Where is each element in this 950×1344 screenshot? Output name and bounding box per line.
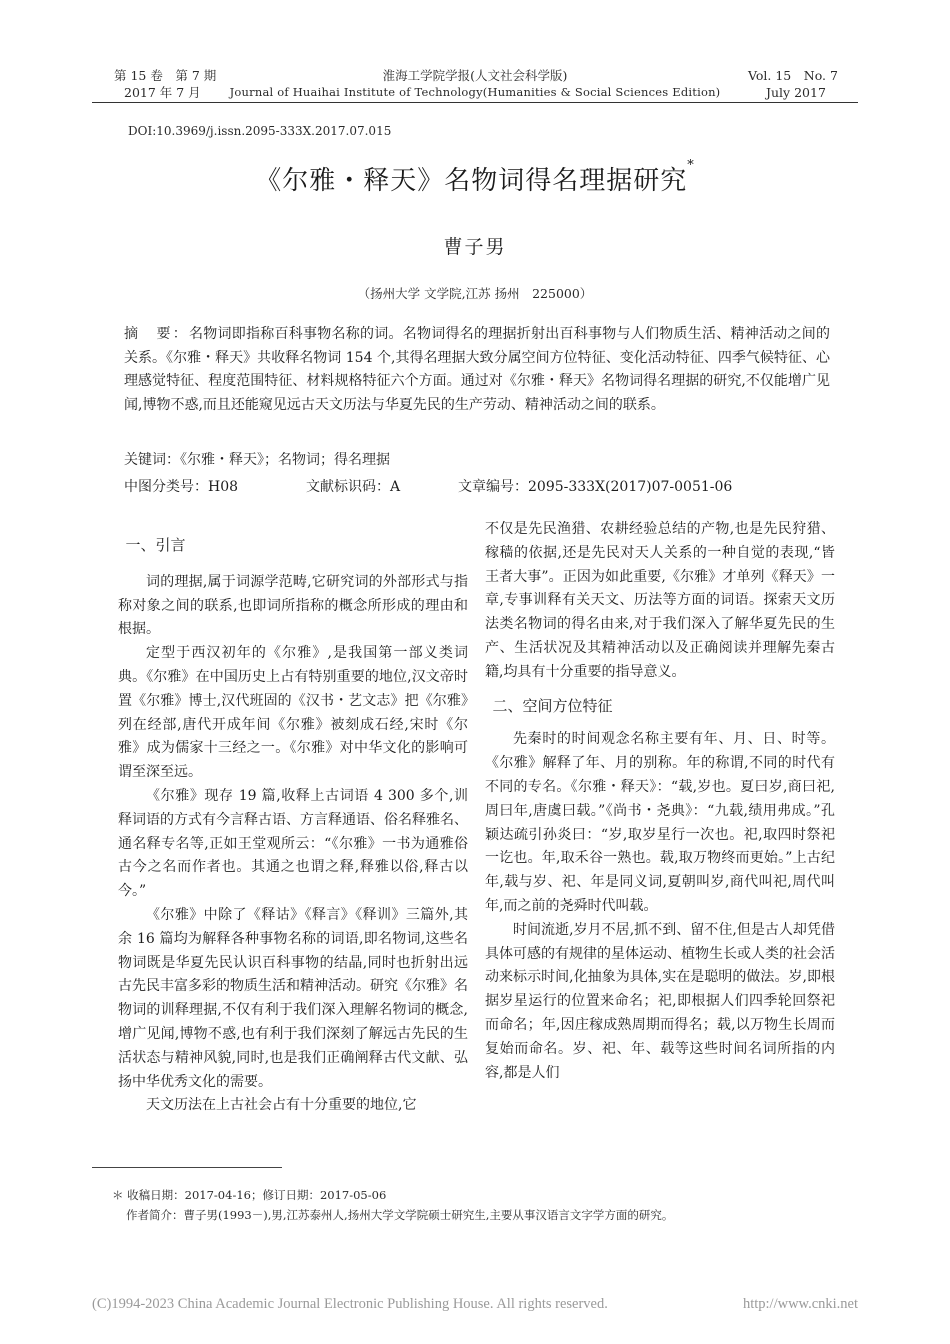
header-date-cn: 2017 年 7 月 [124,85,201,100]
paragraph: 定型于西汉初年的《尔雅》,是我国第一部义类词典。《尔雅》在中国历史上占有特别重要的地位,汉文帝时置《尔雅》博士,汉代班固的《汉书・艺文志》把《尔雅》列在经部,唐代开成年间《尔雅》被刻成石经,宋时《尔雅》成为儒家十三经之一。《尔雅》对中华文化的影响可谓至深至远。 [118,645,468,781]
abstract [124,323,830,417]
title-text: 《尔雅・释天》名物词得名理据研究 [255,166,688,196]
copyright-line [92,1296,858,1313]
title-footnote-mark: * [687,158,695,173]
clc-number: 中图分类号：H08 [124,479,239,495]
section-heading-introduction: 一、引言 [125,536,186,554]
paragraph: 时间流逝,岁月不居,抓不到、留不住,但是古人却凭借具体可感的有规律的星体运动、植物生长或人类的社会活动来标示时间,化抽象为具体,实在是聪明的做法。岁,即根据岁星运行的位置来命名；祀,即根据人们四季轮回祭祀而命名；年,因庄稼成熟周期而得名；载,以万物生长周而复始而命名。岁、祀、年、载等这些时间名词所指的内容,都是人们 [485,921,835,1081]
document-code: 文献标识码：A [306,479,401,495]
paragraph: 词的理据,属于词源学范畴,它研究词的外部形式与指称对象之间的联系,也即词所指称的概念所形成的理由和根据。 [118,573,468,638]
header-volume-en: Vol. 15 No. 7 [748,68,838,83]
left-column [118,534,468,1118]
header-journal-en: Journal of Huaihai Institute of Technology(Humanities & Social Sciences Edition) [229,85,721,99]
paragraph: 先秦时的时间观念名称主要有年、月、日、时等。《尔雅》解释了年、月的别称。年的称谓,不同的时代有不同的专名。《尔雅・释天》：“载,岁也。夏曰岁,商曰祀,周曰年,唐虞曰载。”《尚书・尧典》：“九载,绩用弗成。”孔颖达疏引孙炎曰：“岁,取岁星行一次也。祀,取四时祭祀一讫也。年,取禾谷一熟也。载,取万物终而更始。”上古纪年,载与岁、祀、年是同义词,夏朝叫岁,商代叫祀,周代叫年,而之前的尧舜时代叫载。 [485,731,835,914]
copyright-text: (C)1994-2023 China Academic Journal Electronic Publishing House. All rights reserved. [92,1296,608,1312]
doi: DOI:10.3969/j.issn.2095-333X.2017.07.015 [128,124,392,138]
article-number: 文章编号：2095-333X(2017)07-0051-06 [458,479,733,495]
right-column [485,518,835,1085]
section-heading-spatial: 二、空间方位特征 [492,696,613,715]
header-rule [92,102,858,103]
paragraph: 《尔雅》现存 19 篇,收释上古词语 4 300 多个,训释词语的方式有今言释古语、方言释通语、俗名释雅名、通名释专名等,正如王堂观所云：“《尔雅》一书为通雅俗古今之名而作者也。其通之也谓之释,释雅以俗,释古以今。” [118,787,468,900]
author: 曹子男 [443,236,507,258]
paragraph-continued: 不仅是先民渔猎、农耕经验总结的产物,也是先民狩猎、稼穑的依据,还是先民对天人关系的一种自觉的表现,“皆王者大事”。正因为如此重要,《尔雅》才单列《释天》一章,专事训释有关天文、历法等方面的词语。探索天文历法类名物词的得名由来,对于我们深入了解华夏先民的生产、生活状况及其精神活动以及正确阅读并理解先秦古籍,均具有十分重要的指导意义。 [485,521,835,680]
footnote-received: ＊ 收稿日期：2017-04-16；修订日期：2017-05-06 [112,1188,387,1202]
footnote-rule [92,1167,282,1168]
header-volume-cn: 第 15 卷 第 7 期 [114,68,217,83]
cnki-link[interactable]: http://www.cnki.net [742,1296,858,1312]
paragraph: 《尔雅》中除了《释诂》《释言》《释训》三篇外,其余 16 篇均为解释各种事物名称的词语,即名物词,这些名物词既是华夏先民认识百科事物的结晶,同时也折射出远古先民丰富多彩的物质生活和精神活动。研究《尔雅》名物词的训释理据,不仅有利于我们深入理解名物词的概念,增广见闻,博物不惑,也有利于我们深刻了解远古先民的生活状态与精神风貌,同时,也是我们正确阐释古代文献、弘扬中华优秀文化的需要。 [118,906,468,1090]
keywords: 关键词：《尔雅・释天》；名物词；得名理据 [124,452,390,468]
abstract-label: 摘 要： [124,326,189,342]
footnote-author-bio: 作者简介：曹子男(1993－),男,江苏泰州人,扬州大学文学院硕士研究生,主要从事汉语言文字学方面的研究。 [126,1208,674,1222]
paragraph: 天文历法在上古社会占有十分重要的地位,它 [146,1097,417,1114]
header-journal-cn: 淮海工学院学报(人文社会科学版) [382,68,568,83]
header-date-en: July 2017 [766,85,826,100]
abstract-text: 名物词即指称百科事物名称的词。名物词得名的理据折射出百科事物与人们物质生活、精神活动之间的关系。《尔雅・释天》共收释名物词 154 个,其得名理据大致分属空间方位特征、变化活动特征、四季气候特征、心理感觉特征、程度范围特征、材料规格特征六个方面。通过对《尔雅・释天》名物词得名理据的研究,不仅能增广见闻,博物不惑,而且还能窥见远古天文历法与华夏先民的生产劳动、精神活动之间的联系。 [124,326,830,413]
affiliation: （扬州大学 文学院,江苏 扬州 225000） [357,286,593,301]
article-title [0,160,950,197]
